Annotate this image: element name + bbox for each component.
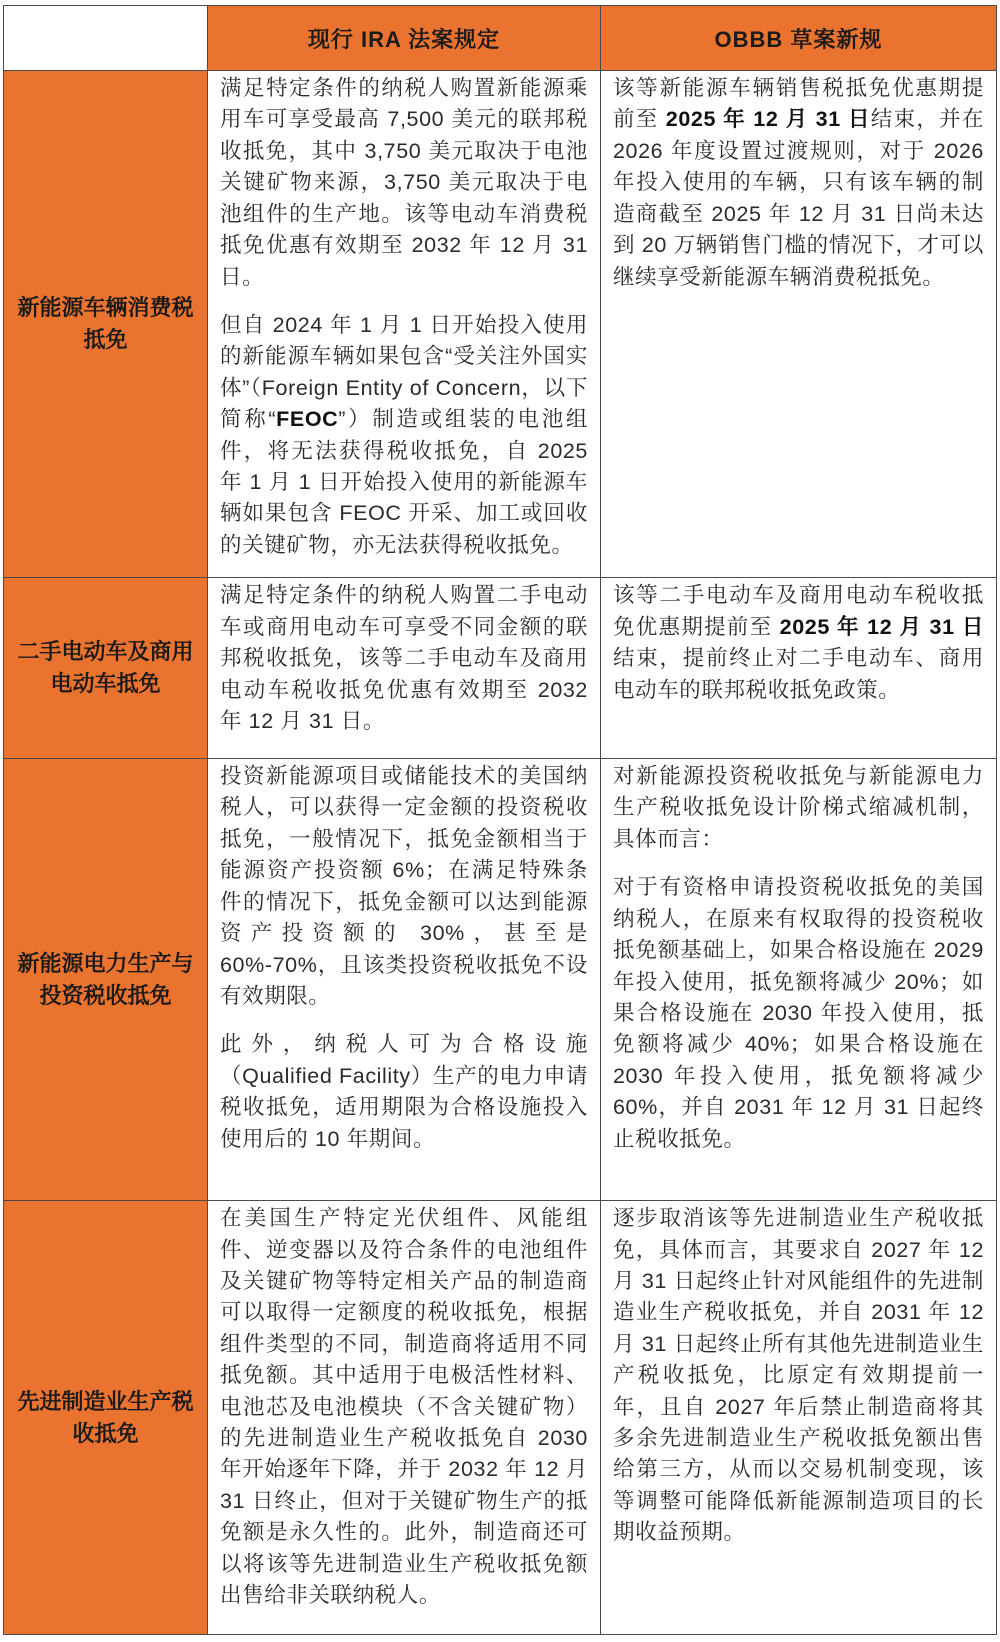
proposed-rule-cell <box>601 71 997 578</box>
current-rule-cell <box>208 71 601 578</box>
proposed-rule-cell <box>601 759 997 1201</box>
bold-text: FEOC <box>276 407 339 432</box>
corner-cell <box>4 6 208 71</box>
text-run: 对于有资格申请投资税收抵免的美国纳税人，在原来有权取得的投资税收抵免额基础上，如果合格设施在 2029 年投入使用，抵免额将减少 20%；如果合格设施在 2030 年投入使用，抵免额将减少 40%；如果合格设施在 2030 年投入使用，抵免额将减少 60%，并自 2031 年 12 月 31 日起终止税收抵免。 <box>613 875 984 1151</box>
paragraph <box>220 1029 588 1155</box>
proposed-rule-cell <box>601 1201 997 1635</box>
text-run: ”）制造或组装的电池组件，将无法获得税收抵免，自 2025 年 1 月 1 日开始投入使用的新能源车辆如果包含 FEOC 开采、加工或回收的关键矿物，亦无法获得税收抵免。 <box>220 407 588 557</box>
row-label: 二手电动车及商用电动车抵免 <box>4 578 208 759</box>
paragraph <box>613 761 984 855</box>
text-run: 结束，提前终止对二手电动车、商用电动车的联邦税收抵免政策。 <box>613 646 984 702</box>
text-run: 对新能源投资税收抵免与新能源电力生产税收抵免设计阶梯式缩减机制，具体而言： <box>613 764 984 851</box>
paragraph <box>220 310 588 561</box>
paragraph <box>220 761 588 1012</box>
text-run: 逐步取消该等先进制造业生产税收抵免，具体而言，其要求自 2027 年 12 月 31 日起终止针对风能组件的先进制造业生产税收抵免，并自 2031 年 12 月 31 日起终止所有其他先进制造业生产税收抵免，比原定有效期提前一年，且自 2027 年后禁止制造商将其多余先进制造业生产税收抵免额出售给第三方，从而以交易机制变现，该等调整可能降低新能源制造项目的长期收益预期。 <box>613 1206 984 1545</box>
text-run: 结束，并在 2026 年度设置过渡规则，对于 2026 年投入使用的车辆，只有该车辆的制造商截至 2025 年 12 月 31 日尚未达到 20 万辆销售门槛的情况下，才可以继续享受新能源车辆消费税抵免。 <box>613 107 984 289</box>
text-run: 该等新能源车辆销售税抵免优惠期提前至 <box>613 76 984 132</box>
text-run: 但自 2024 年 1 月 1 日开始投入使用的新能源车辆如果包含“受关注外国实体”（Foreign Entity of Concern，以下简称“ <box>220 312 588 432</box>
row-nev-consumption-credit <box>4 71 997 578</box>
text-run: 投资新能源项目或储能技术的美国纳税人，可以获得一定金额的投资税收抵免，一般情况下，抵免金额相当于能源资产投资额 6%；在满足特殊条件的情况下，抵免金额可以达到能源资产投资额的 30%，甚至是 60%-70%，且该类投资税收抵免不设有效期限。 <box>220 764 588 1008</box>
current-rule-cell <box>208 578 601 759</box>
bold-text: 2025 年 12 月 31 日 <box>779 614 984 639</box>
paragraph <box>220 580 588 737</box>
text-run: 该等二手电动车及商用电动车税收抵免优惠期提前至 <box>613 583 984 639</box>
paragraph <box>613 73 984 293</box>
text-run: 满足特定条件的纳税人购置新能源乘用车可享受最高 7,500 美元的联邦税收抵免，其中 3,750 美元取决于电池关键矿物来源，3,750 美元取决于电池组件的生产地。该等电动车消费税抵免优惠有效期至 2032 年 12 月 31 日。 <box>220 76 588 289</box>
bold-text: 2025 年 12 月 31 日 <box>665 107 871 132</box>
text-run: 在美国生产特定光伏组件、风能组件、逆变器以及符合条件的电池组件及关键矿物等特定相关产品的制造商可以取得一定额度的税收抵免，根据组件类型的不同，制造商将适用不同抵免额。其中适用于电极活性材料、电池芯及电池模块（不含关键矿物）的先进制造业生产税收抵免自 2030 年开始逐年下降，并于 2032 年 12 月 31 日终止，但对于关键矿物生产的抵免额是永久性的。此外，制造商还可以将该等先进制造业生产税收抵免额出售给非关联纳税人。 <box>220 1206 588 1608</box>
row-used-commercial-ev-credit <box>4 578 997 759</box>
paragraph <box>220 73 588 293</box>
proposed-rule-cell <box>601 578 997 759</box>
current-rule-cell <box>208 1201 601 1635</box>
header-obbb-draft: OBBB 草案新规 <box>601 6 997 71</box>
paragraph <box>613 872 984 1155</box>
current-rule-cell <box>208 759 601 1201</box>
text-run: 满足特定条件的纳税人购置二手电动车或商用电动车可享受不同金额的联邦税收抵免，该等二手电动车及商用电动车税收抵免优惠有效期至 2032 年 12 月 31 日。 <box>220 583 588 733</box>
row-label: 新能源电力生产与投资税收抵免 <box>4 759 208 1201</box>
row-clean-power-investment-credit <box>4 759 997 1201</box>
header-current-ira: 现行 IRA 法案规定 <box>208 6 601 71</box>
row-label: 先进制造业生产税收抵免 <box>4 1201 208 1635</box>
text-run: 此外，纳税人可为合格设施（Qualified Facility）生产的电力申请税收抵免，适用期限为合格设施投入使用后的 10 年期间。 <box>220 1032 588 1151</box>
paragraph <box>613 580 984 706</box>
row-advanced-manufacturing-credit <box>4 1201 997 1635</box>
paragraph <box>220 1203 588 1611</box>
row-label: 新能源车辆消费税抵免 <box>4 71 208 578</box>
header-row <box>4 6 997 71</box>
paragraph <box>613 1203 984 1548</box>
comparison-table <box>3 5 997 1635</box>
